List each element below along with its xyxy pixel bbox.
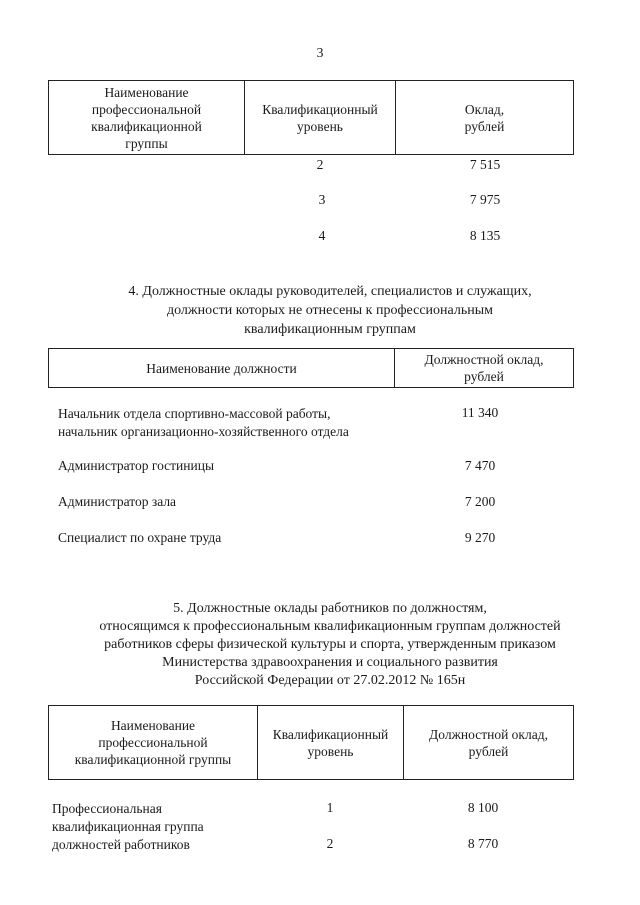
section4-title-line1: 4. Должностные оклады руководителей, специалистов и служащих, <box>128 284 532 299</box>
table2-row1-name <box>58 405 349 441</box>
page-number: 3 <box>316 46 324 61</box>
section4-title-line3: квалификационным группам <box>244 322 416 337</box>
table3-row2-level: 2 <box>326 836 334 851</box>
table3-header-level: Квалификационный уровень <box>272 726 389 759</box>
table1-header-salary: Оклад, рублей <box>464 101 505 134</box>
section5-title-line2: относящимся к профессиональным квалификационным группам должностей <box>99 619 561 634</box>
table1-row2-salary: 7 975 <box>469 192 501 207</box>
table1-row2-level: 3 <box>318 192 326 207</box>
table2-row1-name-line1: Начальник отдела спортивно-массовой работы, <box>58 406 331 421</box>
table1-header <box>48 80 574 155</box>
table2-row2-name: Администратор гостиницы <box>58 458 215 473</box>
table2-row1-salary: 11 340 <box>461 405 499 420</box>
table2-row1-name-line2: начальник организационно-хозяйственного отдела <box>58 424 349 439</box>
table1-row3-level: 4 <box>318 228 326 243</box>
section5-title-line5: Российской Федерации от 27.02.2012 № 165н <box>194 673 466 688</box>
table2-row4-salary: 9 270 <box>464 530 496 545</box>
table1-row3-salary: 8 135 <box>469 228 501 243</box>
table3-header-salary: Должностной оклад, рублей <box>429 726 548 759</box>
table1-row1-salary: 7 515 <box>469 157 501 172</box>
table1-header-level: Квалификационный уровень <box>262 101 378 134</box>
table2-row4-name: Специалист по охране труда <box>58 530 222 545</box>
table2-row2-salary: 7 470 <box>464 458 496 473</box>
table2-header <box>48 348 574 388</box>
table2-row3-salary: 7 200 <box>464 494 496 509</box>
table1-row1-level: 2 <box>316 157 324 172</box>
section4-title-line2: должности которых не отнесены к профессиональным <box>166 303 493 318</box>
table3-group-line3: должностей работников <box>52 837 190 852</box>
table3-header-group: Наименование профессиональной квалификационной группы <box>74 718 232 767</box>
section5-title-line4: Министерства здравоохранения и социального развития <box>162 655 498 670</box>
table3-group-line1: Профессиональная <box>52 801 162 816</box>
table2-header-salary: Должностной оклад, рублей <box>424 352 544 384</box>
table3-header <box>48 705 574 780</box>
table2-header-position: Наименование должности <box>146 360 297 376</box>
section5-title-line3: работников сферы физической культуры и спорта, утвержденным приказом <box>104 637 556 652</box>
table2-row3-name: Администратор зала <box>58 494 177 509</box>
table3-group-line2: квалификационная группа <box>52 819 204 834</box>
section4-title <box>60 282 600 339</box>
table3-row2-salary: 8 770 <box>467 836 499 851</box>
table3-row1-salary: 8 100 <box>467 800 499 815</box>
table3-group-name <box>52 800 204 854</box>
table1-header-group: Наименование профессиональной квалификационной группы <box>91 84 202 151</box>
table3-row1-level: 1 <box>326 800 334 815</box>
section5-title <box>30 600 630 690</box>
section5-title-line1: 5. Должностные оклады работников по должностям, <box>173 601 487 616</box>
